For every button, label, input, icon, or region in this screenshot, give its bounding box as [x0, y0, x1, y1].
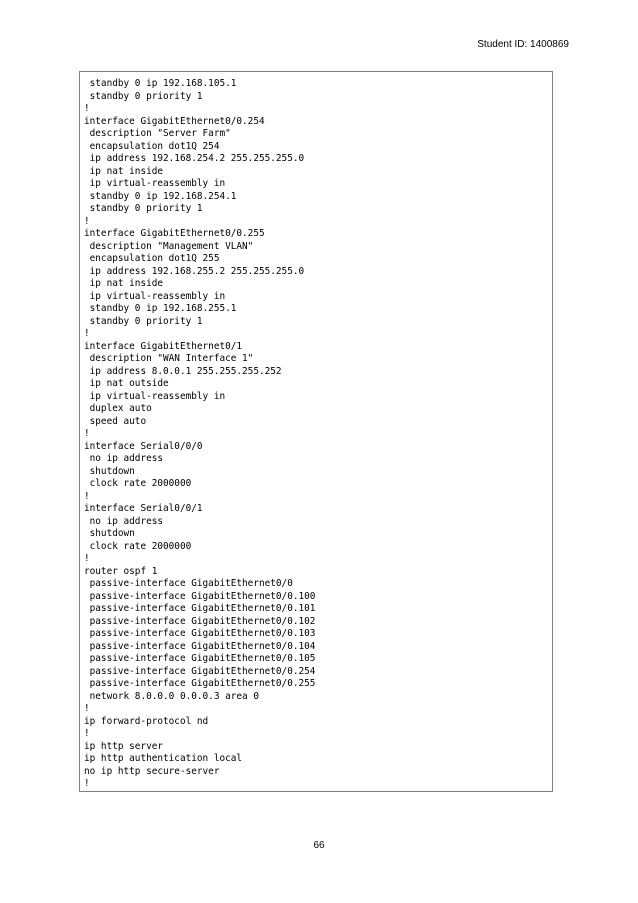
code-line: standby 0 ip 192.168.255.1 — [84, 303, 237, 314]
code-line: ip virtual-reassembly in — [84, 178, 226, 189]
code-line: standby 0 priority 1 — [84, 203, 203, 214]
code-line: encapsulation dot1Q 255 — [84, 253, 220, 264]
code-line: shutdown — [84, 528, 135, 539]
code-line: passive-interface GigabitEthernet0/0.104 — [84, 640, 316, 652]
code-line: ip address 192.168.255.2 255.255.255.0 — [84, 265, 305, 277]
code-listing-box — [79, 71, 553, 792]
code-line: ip http authentication local — [84, 753, 243, 764]
code-line: standby 0 priority 1 — [84, 90, 203, 102]
code-line: ! — [84, 553, 90, 564]
code-line: ip http server — [84, 740, 164, 752]
code-line: ip virtual-reassembly in — [84, 290, 226, 302]
code-line: ! — [84, 103, 90, 114]
code-line: passive-interface GigabitEthernet0/0.103 — [84, 628, 316, 639]
student-id: Student ID: 1400869 — [477, 39, 569, 50]
code-line: ! — [84, 328, 90, 339]
code-line: interface Serial0/0/1 — [84, 503, 203, 514]
code-line: interface GigabitEthernet0/0.254 — [84, 115, 265, 127]
code-line: no ip http secure-server — [84, 765, 220, 777]
code-line: no ip address — [84, 453, 164, 464]
code-line: speed auto — [84, 415, 147, 427]
code-line: passive-interface GigabitEthernet0/0.101 — [84, 603, 316, 614]
code-line: passive-interface GigabitEthernet0/0.254 — [84, 665, 316, 677]
code-line: description "Server Farm" — [84, 128, 231, 139]
code-line: passive-interface GigabitEthernet0/0.105 — [84, 653, 316, 664]
code-line: ip nat outside — [84, 378, 169, 389]
code-line: ip nat inside — [84, 165, 164, 177]
code-line: passive-interface GigabitEthernet0/0.100 — [84, 590, 316, 602]
code-line: ip address 8.0.0.1 255.255.255.252 — [84, 365, 282, 377]
code-line: ip virtual-reassembly in — [84, 390, 226, 402]
code-line: encapsulation dot1Q 254 — [84, 140, 220, 152]
code-line: clock rate 2000000 — [84, 478, 192, 489]
code-line: description "Management VLAN" — [84, 240, 254, 252]
code-line: standby 0 ip 192.168.254.1 — [84, 190, 237, 202]
code-line: clock rate 2000000 — [84, 540, 192, 552]
code-line: interface Serial0/0/0 — [84, 440, 203, 452]
code-line: ! — [84, 428, 90, 439]
code-line: standby 0 ip 192.168.105.1 — [84, 78, 237, 89]
code-line: router ospf 1 — [84, 565, 158, 577]
code-line: ! — [84, 728, 90, 739]
code-line: standby 0 priority 1 — [84, 315, 203, 327]
code-line: passive-interface GigabitEthernet0/0.255 — [84, 678, 316, 689]
code-line: no ip address — [84, 515, 164, 527]
code-line: duplex auto — [84, 403, 152, 414]
code-line: ! — [84, 215, 90, 227]
code-line: interface GigabitEthernet0/1 — [84, 340, 243, 352]
code-line: interface GigabitEthernet0/0.255 — [84, 228, 265, 239]
code-line: ip nat inside — [84, 278, 164, 289]
page-number: 66 — [313, 840, 325, 851]
code-line: passive-interface GigabitEthernet0/0 — [84, 578, 293, 589]
code-line: passive-interface GigabitEthernet0/0.102 — [84, 615, 316, 627]
code-line: description "WAN Interface 1" — [84, 353, 254, 364]
code-line: shutdown — [84, 465, 135, 477]
code-line: ! — [84, 703, 90, 714]
code-line: ! — [84, 778, 90, 789]
code-line: network 8.0.0.0 0.0.0.3 area 0 — [84, 690, 259, 702]
code-line: ! — [84, 490, 90, 502]
code-line: ip forward-protocol nd — [84, 715, 209, 727]
code-line: ip address 192.168.254.2 255.255.255.0 — [84, 153, 305, 164]
